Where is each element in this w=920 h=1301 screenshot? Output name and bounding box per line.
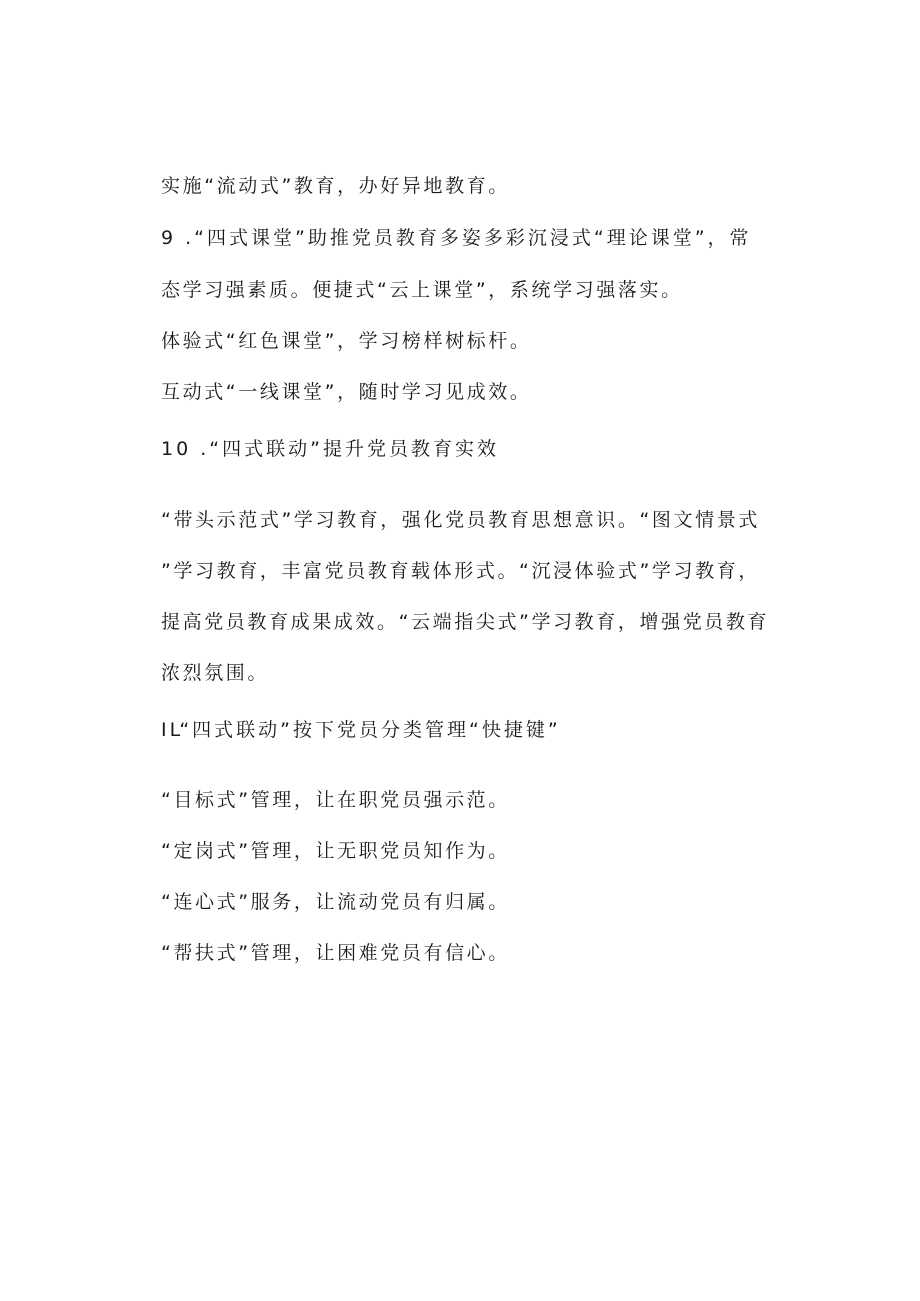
- paragraph-line: 互动式“一线课堂”，随时学习见成效。: [161, 381, 532, 403]
- paragraph-line: “定岗式”管理，让无职党员知作为。: [161, 840, 510, 862]
- paragraph-line: 提高党员教育成果成效。“云端指尖式”学习教育，增强党员教育: [161, 611, 770, 633]
- paragraph-line: “带头示范式”学习教育，强化党员教育思想意识。“图文情景式: [161, 509, 760, 531]
- paragraph-line: 态学习强素质。便捷式“云上课堂”，系统学习强落实。: [161, 279, 683, 301]
- section-heading-11: IL“四式联动”按下党员分类管理“快捷键”: [161, 719, 561, 741]
- paragraph-line: ”学习教育，丰富党员教育载体形式。“沉浸体验式”学习教育，: [161, 560, 760, 582]
- section-heading-10: 10 .“四式联动”提升党员教育实效: [161, 438, 499, 460]
- paragraph-line: “目标式”管理，让在职党员强示范。: [161, 789, 510, 811]
- paragraph-line: 浓烈氛围。: [161, 662, 270, 684]
- paragraph-line: “连心式”服务，让流动党员有归属。: [161, 891, 510, 913]
- paragraph-line: “帮扶式”管理，让困难党员有信心。: [161, 942, 510, 964]
- section-heading-9: 9 .“四式课堂”助推党员教育多姿多彩沉浸式“理论课堂”，常: [161, 227, 752, 249]
- paragraph-line: 实施“流动式”教育，办好异地教育。: [161, 175, 510, 197]
- paragraph-line: 体验式“红色课堂”，学习榜样树标杆。: [161, 330, 532, 352]
